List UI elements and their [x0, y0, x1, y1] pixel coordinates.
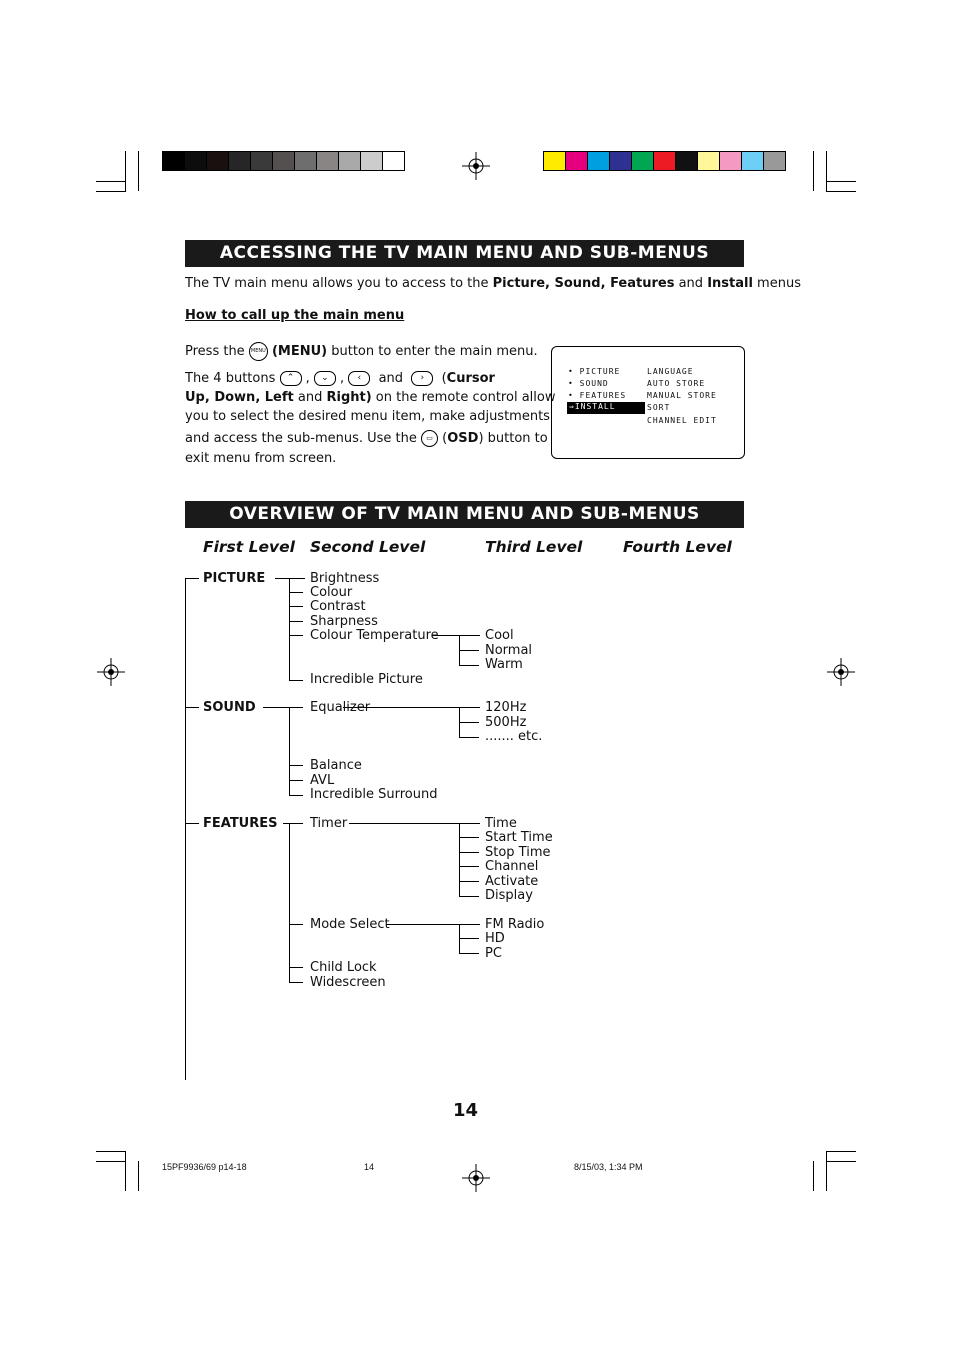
osd-item-picture: • PICTURE: [568, 367, 621, 376]
menu-item-incredible-surround: Incredible Surround: [310, 787, 438, 802]
footer-page: 14: [364, 1162, 375, 1172]
menu-item-cool: Cool: [485, 628, 514, 643]
tree-line: [289, 680, 303, 681]
osd-item-auto-store: AUTO STORE: [647, 379, 706, 388]
tree-line: [459, 737, 479, 738]
tree-line: [289, 795, 303, 796]
osd-cursor-icon: ⇒: [569, 402, 575, 411]
menu-item-timer: Timer: [310, 816, 348, 831]
menu-features: FEATURES: [203, 816, 278, 831]
color-swatch: [316, 151, 339, 171]
tree-line: [349, 823, 480, 824]
tree-line: [289, 823, 290, 983]
tree-line: [459, 881, 479, 882]
tree-line: [459, 938, 479, 939]
cursor-up-icon: ⌃: [280, 371, 302, 386]
menu-item-hd: HD: [485, 931, 505, 946]
tree-line: [289, 765, 303, 766]
tree-line: [289, 621, 303, 622]
tree-line: [459, 852, 479, 853]
osd-item-sound: • SOUND: [568, 379, 609, 388]
menu-item-widescreen: Widescreen: [310, 975, 386, 990]
cursor-text-line4: and access the sub-menus. Use the ▭ (OSD) button to: [185, 431, 548, 446]
cursor-left-icon: ‹: [348, 371, 370, 386]
registration-mark-icon: [827, 658, 855, 686]
tree-line: [459, 953, 479, 954]
tree-line: [459, 837, 479, 838]
crop-mark: [96, 181, 126, 182]
menu-item-activate: Activate: [485, 874, 539, 889]
tree-line: [459, 665, 479, 666]
menu-item-display: Display: [485, 888, 533, 903]
tree-line: [289, 606, 303, 607]
color-swatch: [250, 151, 273, 171]
menu-item-contrast: Contrast: [310, 599, 366, 614]
color-swatch: [184, 151, 207, 171]
menu-item-avl: AVL: [310, 773, 335, 788]
menu-item-warm: Warm: [485, 657, 523, 672]
tree-line: [185, 578, 199, 579]
menu-item-mode-select: Mode Select: [310, 917, 390, 932]
menu-item-channel: Channel: [485, 859, 539, 874]
menu-item-balance: Balance: [310, 758, 362, 773]
menu-item-colour-temperature: Colour Temperature: [310, 628, 439, 643]
tree-line: [459, 722, 479, 723]
menu-item-time: Time: [485, 816, 517, 831]
tree-line: [289, 635, 303, 636]
tree-line: [185, 823, 199, 824]
menu-item-fm-radio: FM Radio: [485, 917, 545, 932]
tree-line: [275, 578, 305, 579]
color-swatch: [272, 151, 295, 171]
cursor-text-line2: Up, Down, Left and Right) on the remote control allow: [185, 390, 556, 405]
crop-mark: [826, 151, 827, 191]
cursor-right-icon: ›: [411, 371, 433, 386]
crop-mark: [125, 151, 126, 191]
tree-line: [386, 924, 480, 925]
color-swatch: [675, 151, 698, 171]
crop-mark: [813, 1161, 814, 1191]
tree-line: [263, 707, 303, 708]
color-swatch: [587, 151, 610, 171]
crop-mark: [96, 1161, 126, 1162]
tree-line: [289, 924, 303, 925]
registration-mark-icon: [462, 152, 490, 180]
intro-text: The TV main menu allows you to access to the Picture, Sound, Features and Install menus: [185, 276, 801, 291]
tree-line: [289, 780, 303, 781]
color-swatch: [382, 151, 405, 171]
level-heading-fourth: Fourth Level: [623, 538, 732, 556]
press-menu-text: Press the MENU (MENU) button to enter the main menu.: [185, 344, 538, 359]
menu-item-colour: Colour: [310, 585, 353, 600]
registration-mark-icon: [97, 658, 125, 686]
tree-line: [289, 578, 290, 680]
crop-mark: [826, 1151, 856, 1152]
osd-button-icon: ▭: [421, 430, 438, 447]
color-swatch: [162, 151, 185, 171]
subheading-call-main-menu: How to call up the main menu: [185, 308, 405, 323]
osd-item-language: LANGUAGE: [647, 367, 694, 376]
cursor-text-line5: exit menu from screen.: [185, 451, 337, 466]
color-swatch: [631, 151, 654, 171]
registration-mark-icon: [462, 1164, 490, 1192]
color-swatch: [763, 151, 786, 171]
color-swatch: [719, 151, 742, 171]
color-swatch: [653, 151, 676, 171]
section-heading-overview: OVERVIEW OF TV MAIN MENU AND SUB-MENUS: [185, 501, 744, 528]
menu-item-normal: Normal: [485, 643, 533, 658]
menu-item-sharpness: Sharpness: [310, 614, 378, 629]
crop-mark: [96, 191, 126, 192]
crop-mark: [826, 1161, 856, 1162]
cursor-text-line3: you to select the desired menu item, make adjustments: [185, 409, 550, 424]
color-swatch: [741, 151, 764, 171]
tree-line: [459, 896, 479, 897]
footer-date: 8/15/03, 1:34 PM: [574, 1162, 643, 1172]
tree-line: [459, 650, 479, 651]
crop-mark: [826, 191, 856, 192]
level-heading-third: Third Level: [485, 538, 583, 556]
tree-line: [432, 635, 480, 636]
color-swatch: [338, 151, 361, 171]
menu-item-pc: PC: [485, 946, 502, 961]
color-swatch: [543, 151, 566, 171]
color-swatch: [565, 151, 588, 171]
menu-item-equalizer: Equalizer: [310, 700, 371, 715]
level-heading-first: First Level: [203, 538, 295, 556]
tree-line: [459, 866, 479, 867]
color-swatch: [228, 151, 251, 171]
osd-item-sort: SORT: [647, 403, 671, 412]
crop-mark: [813, 151, 814, 191]
menu-item-stop-time: Stop Time: [485, 845, 551, 860]
crop-mark: [826, 1151, 827, 1191]
menu-item-brightness: Brightness: [310, 571, 380, 586]
menu-item-500hz: 500Hz: [485, 715, 527, 730]
color-swatch: [206, 151, 229, 171]
crop-mark: [138, 1161, 139, 1191]
page-number: 14: [453, 1100, 479, 1121]
crop-mark: [96, 1151, 126, 1152]
tree-line: [289, 982, 303, 983]
color-swatch: [697, 151, 720, 171]
tree-line: [185, 707, 199, 708]
crop-mark: [125, 1151, 126, 1191]
tree-line: [283, 823, 303, 824]
crop-mark: [138, 151, 139, 191]
cursor-text-line1: The 4 buttons ⌃ , ⌄ , ‹ and › (Cursor: [185, 371, 495, 386]
section-heading-accessing: ACCESSING THE TV MAIN MENU AND SUB-MENUS: [185, 240, 744, 267]
crop-mark: [826, 181, 856, 182]
footer-file: 15PF9936/69 p14-18: [162, 1162, 247, 1172]
menu-item-incredible-picture: Incredible Picture: [310, 672, 423, 687]
tree-line: [289, 707, 290, 795]
menu-picture: PICTURE: [203, 571, 266, 586]
menu-item-etc: ....... etc.: [485, 729, 543, 744]
level-heading-second: Second Level: [310, 538, 426, 556]
osd-item-channel-edit: CHANNEL EDIT: [647, 416, 717, 425]
tree-line: [459, 823, 460, 896]
color-swatch: [294, 151, 317, 171]
menu-button-icon: MENU: [249, 342, 268, 361]
color-swatch: [609, 151, 632, 171]
osd-item-features: • FEATURES: [568, 391, 627, 400]
osd-item-manual-store: MANUAL STORE: [647, 391, 717, 400]
menu-item-start-time: Start Time: [485, 830, 553, 845]
tree-line: [289, 592, 303, 593]
tree-line: [185, 578, 186, 1080]
menu-item-child-lock: Child Lock: [310, 960, 377, 975]
osd-screen-illustration: [551, 346, 745, 459]
menu-item-120hz: 120Hz: [485, 700, 527, 715]
tree-line: [289, 967, 303, 968]
osd-item-install-selected: ⇒INSTALL: [567, 402, 645, 414]
menu-sound: SOUND: [203, 700, 256, 715]
cursor-down-icon: ⌄: [314, 371, 336, 386]
color-swatch: [360, 151, 383, 171]
